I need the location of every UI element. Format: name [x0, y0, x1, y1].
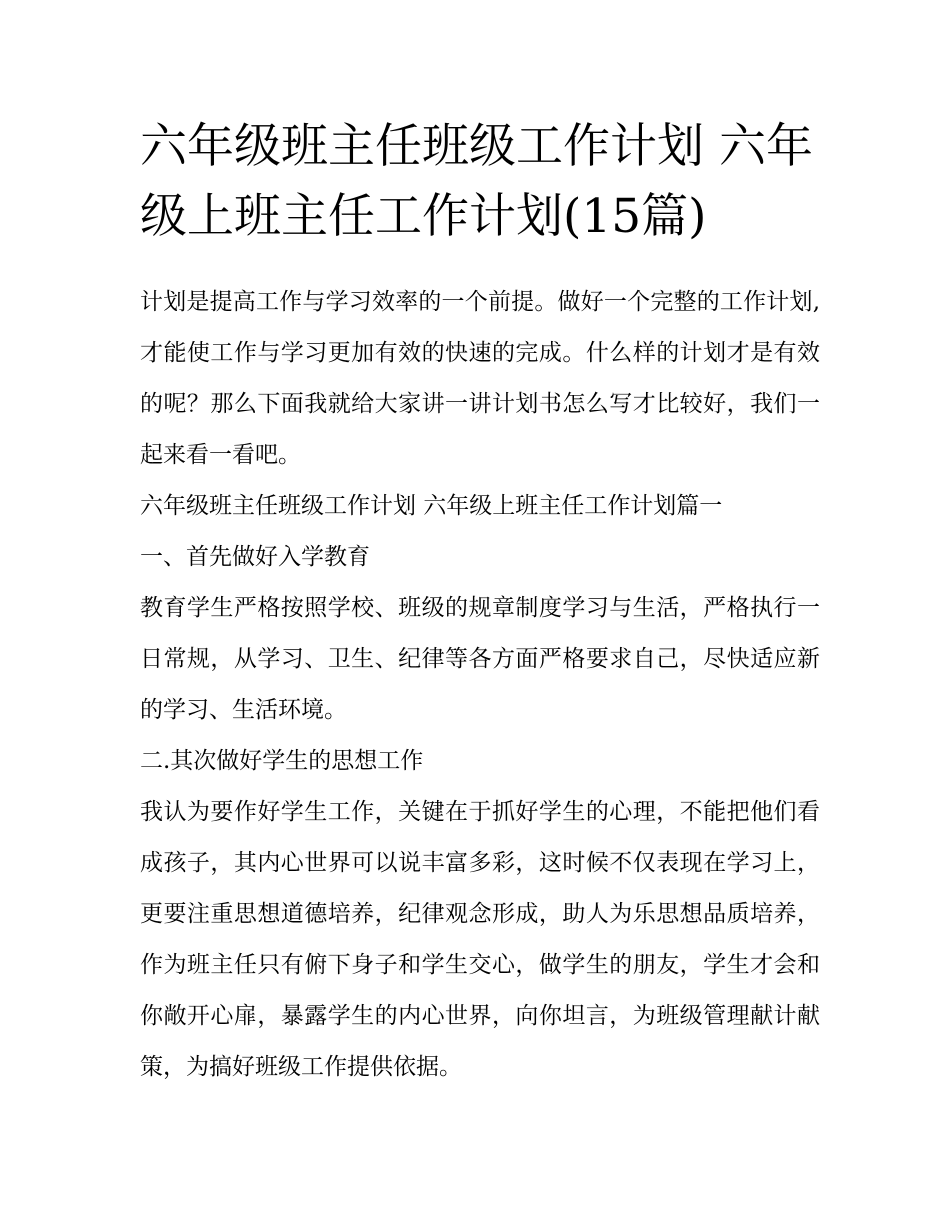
intro-paragraph: 计划是提高工作与学习效率的一个前提。做好一个完整的工作计划,才能使工作与学习更加有效的快速的完成。什么样的计划才是有效的呢？那么下面我就给大家讲一讲计划书怎么写才比较好，我们一起来看一看吧。 [140, 289, 820, 468]
section-title: 六年级班主任班级工作计划 六年级上班主任工作计划篇一 [140, 493, 723, 519]
point1-heading: 一、首先做好入学教育 [140, 544, 370, 570]
document-title: 六年级班主任班级工作计划 六年级上班主任工作计划(15篇) [140, 119, 813, 244]
point1-paragraph: 教育学生严格按照学校、班级的规章制度学习与生活，严格执行一日常规，从学习、卫生、纪律等各方面严格要求自己，尽快适应新的学习、生活环境。 [140, 595, 820, 723]
document-body [140, 277, 820, 1093]
point2-paragraph: 我认为要作好学生工作，关键在于抓好学生的心理，不能把他们看成孩子，其内心世界可以说丰富多彩，这时候不仅表现在学习上，更要注重思想道德培养，纪律观念形成，助人为乐思想品质培养，作为班主任只有俯下身子和学生交心，做学生的朋友，学生才会和你敞开心扉，暴露学生的内心世界，向你坦言，为班级管理献计献策，为搞好班级工作提供依据。 [140, 799, 820, 1080]
point2-heading: 二.其次做好学生的思想工作 [140, 748, 424, 774]
